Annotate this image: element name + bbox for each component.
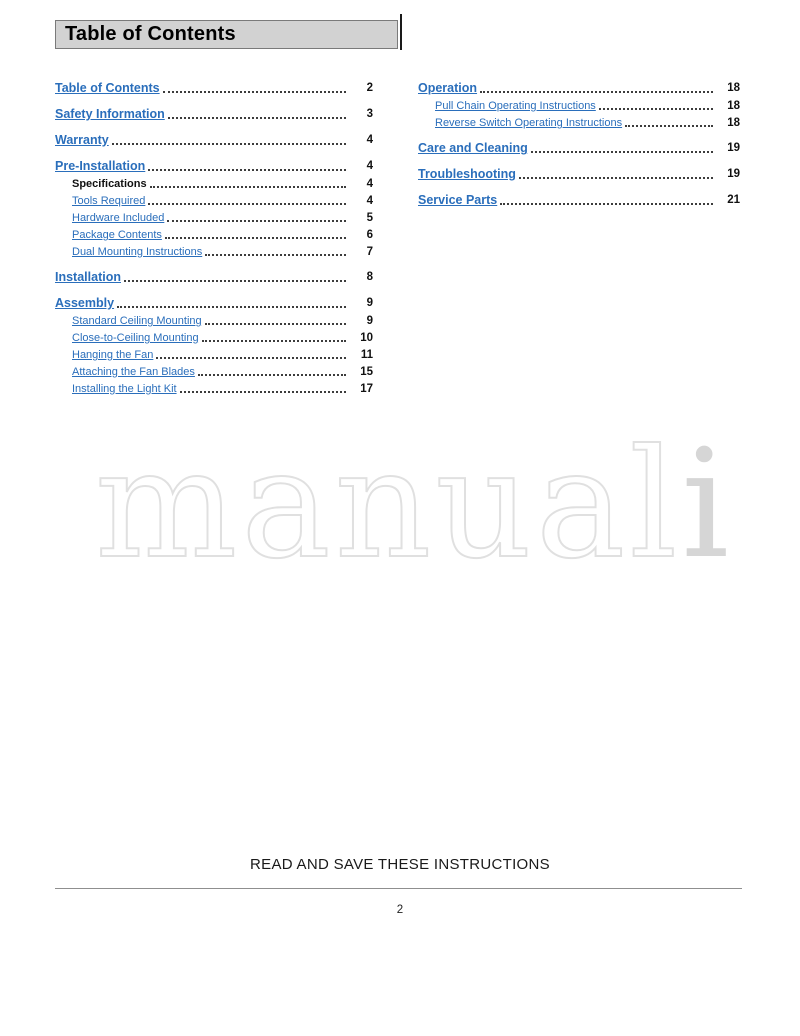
toc-dot-leader (480, 90, 713, 93)
toc-entry (55, 158, 373, 174)
toc-entry (55, 177, 373, 191)
read-save-note: READ AND SAVE THESE INSTRUCTIONS (250, 856, 550, 873)
toc-dot-leader (205, 253, 346, 256)
toc-entry (55, 211, 373, 225)
toc-link[interactable]: Hardware Included (72, 212, 165, 224)
watermark-outline-text: manual (95, 418, 682, 592)
toc-link[interactable]: Tools Required (72, 195, 146, 207)
toc-dot-leader (167, 219, 346, 222)
toc-entry (55, 106, 373, 122)
toc-dot-leader (150, 185, 346, 188)
toc-dot-leader (599, 107, 713, 110)
toc-link[interactable]: Attaching the Fan Blades (72, 366, 195, 378)
toc-dot-leader (198, 373, 346, 376)
toc-page-ref: 6 (366, 229, 373, 241)
toc-page-ref: 17 (360, 383, 373, 395)
toc-entry (55, 269, 373, 285)
toc-entry (418, 116, 740, 130)
toc-page-ref: 4 (366, 134, 373, 146)
toc-page-ref: 3 (366, 108, 373, 120)
toc-dot-leader (205, 322, 346, 325)
toc-dot-leader (112, 142, 346, 145)
toc-link[interactable]: Package Contents (72, 229, 162, 241)
toc-dot-leader (625, 124, 713, 127)
toc-entry (55, 382, 373, 396)
toc-link[interactable]: Care and Cleaning (418, 141, 528, 155)
toc-link[interactable]: Safety Information (55, 107, 165, 121)
header-divider (400, 14, 402, 50)
toc-page-ref: 4 (366, 160, 373, 172)
toc-entry (55, 314, 373, 328)
toc-page-ref: 11 (360, 349, 373, 361)
toc-link[interactable]: Table of Contents (55, 81, 160, 95)
toc-entry (418, 80, 740, 96)
page-title: Table of Contents (65, 23, 236, 45)
toc-link[interactable]: Troubleshooting (418, 167, 516, 181)
toc-right-column (418, 80, 740, 208)
toc-link[interactable]: Installation (55, 270, 121, 284)
page-title-bar (55, 20, 398, 49)
toc-dot-leader (202, 339, 346, 342)
toc-link[interactable]: Reverse Switch Operating Instructions (435, 117, 623, 129)
toc-link[interactable]: Installing the Light Kit (72, 383, 177, 395)
toc-link[interactable]: Pre-Installation (55, 159, 146, 173)
toc-page-ref: 10 (360, 332, 373, 344)
toc-page-ref: 4 (366, 178, 373, 190)
toc-entry (418, 140, 740, 156)
toc-link[interactable]: Assembly (55, 296, 115, 310)
toc-page-ref: 18 (727, 82, 740, 94)
toc-entry (55, 245, 373, 259)
toc-entry (418, 192, 740, 208)
toc-entry (55, 348, 373, 362)
toc-link[interactable]: Hanging the Fan (72, 349, 154, 361)
toc-page-ref: 18 (727, 100, 740, 112)
toc-dot-leader (163, 90, 346, 93)
toc-link[interactable]: Pull Chain Operating Instructions (435, 100, 596, 112)
toc-page-ref: 19 (727, 168, 740, 180)
toc-page-ref: 4 (366, 195, 373, 207)
toc-page-ref: 8 (366, 271, 373, 283)
toc-link[interactable]: Warranty (55, 133, 109, 147)
toc-dot-leader (519, 176, 713, 179)
toc-entry (418, 99, 740, 113)
toc-page-ref: 2 (366, 82, 373, 94)
page-number: 2 (396, 904, 404, 916)
toc-dot-leader (117, 305, 346, 308)
toc-page-ref: 9 (366, 297, 373, 309)
watermark (95, 418, 734, 592)
watermark-solid-text: i (681, 418, 734, 592)
toc-page-ref: 9 (366, 315, 373, 327)
toc-page-ref: 15 (360, 366, 373, 378)
toc-page-ref: 21 (727, 194, 740, 206)
toc-link[interactable]: Close-to-Ceiling Mounting (72, 332, 199, 344)
toc-dot-leader (124, 279, 346, 282)
toc-entry (55, 295, 373, 311)
toc-entry (418, 166, 740, 182)
toc-dot-leader (531, 150, 713, 153)
footer-rule (55, 888, 742, 889)
toc (55, 80, 742, 396)
toc-entry (55, 365, 373, 379)
toc-page-ref: 7 (366, 246, 373, 258)
toc-page-ref: 19 (727, 142, 740, 154)
toc-dot-leader (148, 202, 346, 205)
toc-dot-leader (500, 202, 713, 205)
toc-entry (55, 331, 373, 345)
toc-link[interactable]: Service Parts (418, 193, 498, 207)
toc-link[interactable]: Operation (418, 81, 478, 95)
toc-entry (55, 132, 373, 148)
toc-entry (55, 80, 373, 96)
toc-link[interactable]: Standard Ceiling Mounting (72, 315, 202, 327)
toc-dot-leader (148, 168, 346, 171)
toc-entry (55, 228, 373, 242)
toc-dot-leader (156, 356, 346, 359)
toc-dot-leader (165, 236, 346, 239)
toc-page-ref: 5 (366, 212, 373, 224)
toc-dot-leader (168, 116, 346, 119)
toc-page-ref: 18 (727, 117, 740, 129)
toc-entry (55, 194, 373, 208)
toc-dot-leader (180, 390, 346, 393)
toc-left-column (55, 80, 373, 396)
toc-entry-label: Specifications (72, 178, 147, 190)
toc-link[interactable]: Dual Mounting Instructions (72, 246, 203, 258)
